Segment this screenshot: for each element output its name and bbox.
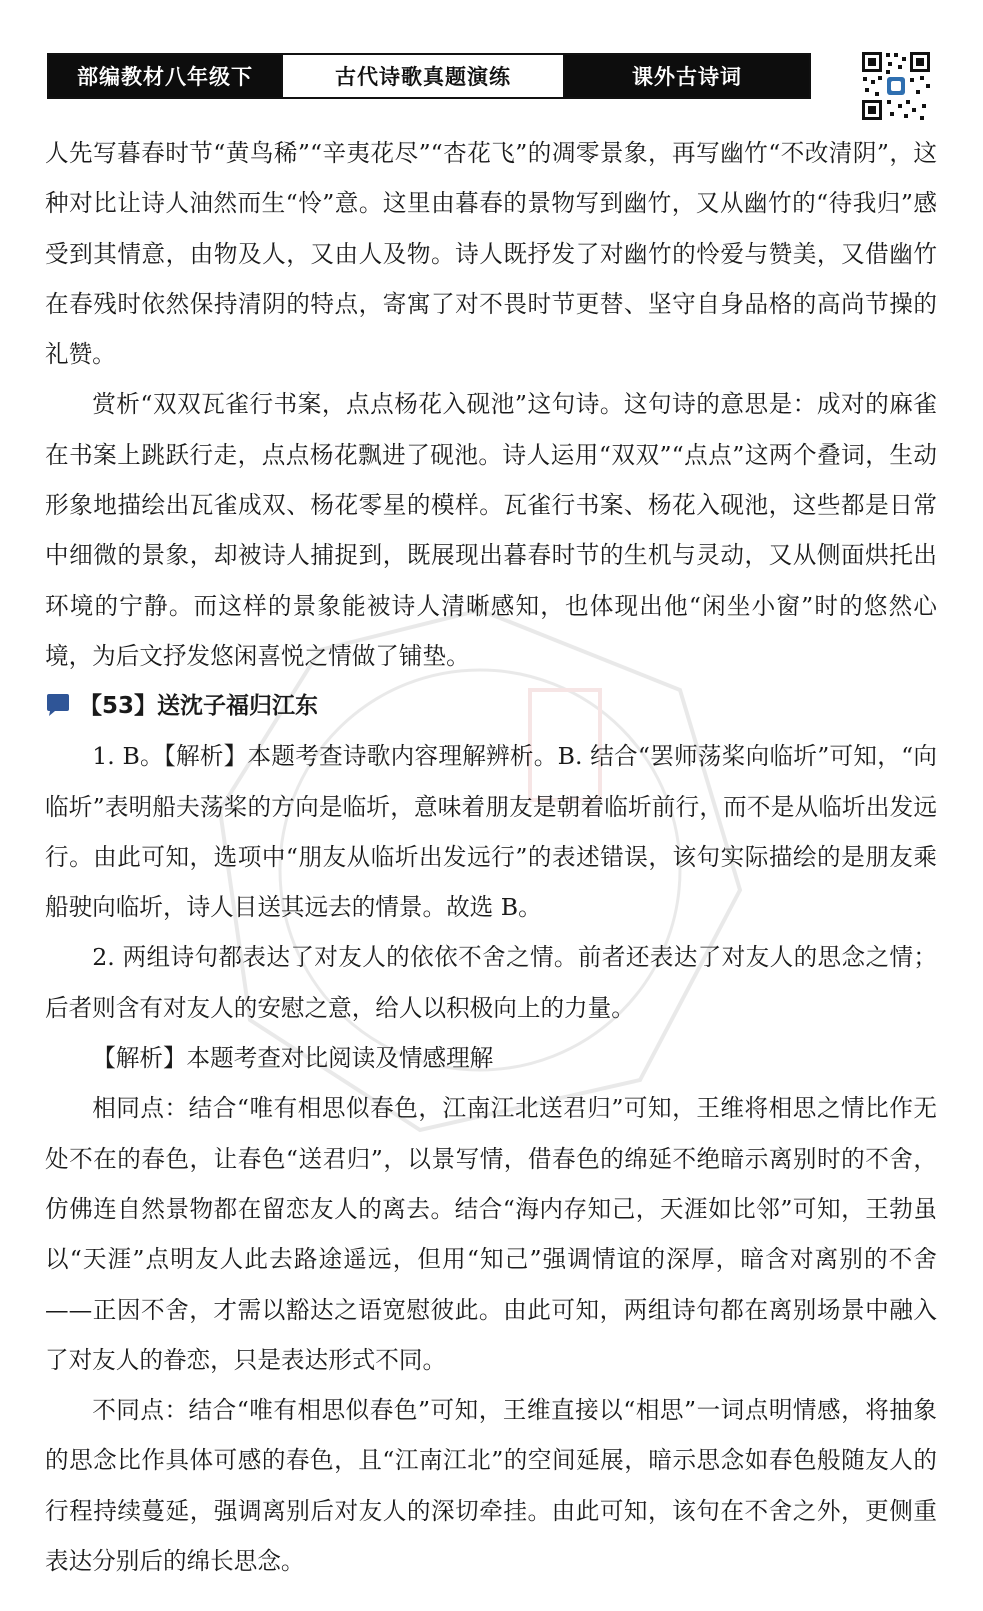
qr-code-icon — [860, 50, 932, 122]
analysis-label: 【解析】本题考查对比阅读及情感理解 — [92, 1044, 494, 1073]
section-heading — [45, 681, 937, 731]
answer-paragraph: 相同点：结合“唯有相思似春色，江南江北送君归”可知，王维将相思之情比作无处不在的春色，让春色“送君归”，以景写情，借春色的绵延不绝暗示离别时的不舍，仿佛连自然景物都在留恋友人的离去。结合“海内存知己，天涯如比邻”可知，王勃虽以“天涯”点明友人此去路途遥远，但用“知己”强调情谊的深厚，暗含对离别的不舍——正因不舍，才需以豁达之语宽慰彼此。由此可知，两组诗句都在离别场景中融入了对友人的眷恋，只是表达形式不同。 — [45, 1094, 937, 1374]
header-title: 古代诗歌真题演练 — [281, 55, 565, 97]
header-bar — [47, 53, 811, 99]
answer-paragraph: 1. B。【解析】本题考查诗歌内容理解辨析。B. 结合“罢师荡桨向临圻”可知，“向临圻”表明船夫荡桨的方向是临圻，意味着朋友是朝着临圻前行，而不是从临圻出发远行。由此可知，选项中“朋友从临圻出发远行”的表述错误，该句实际描绘的是朋友乘船驶向临圻，诗人目送其远去的情景。故选 B。 — [45, 742, 937, 922]
header-category-label: 课外古诗词 — [565, 55, 809, 97]
paragraph: 人先写暮春时节“黄鸟稀”“辛夷花尽”“杏花飞”的凋零景象，再写幽竹“不改清阴”，这种对比让诗人油然而生“怜”意。这里由暮春的景物写到幽竹，又从幽竹的“待我归”感受到其情意，由物及人，又由人及物。诗人既抒发了对幽竹的怜爱与赞美，又借幽竹在春残时依然保持清阴的特点，寄寓了对不畏时节更替、坚守自身品格的高尚节操的礼赞。 — [45, 139, 937, 369]
chat-bubble-icon — [45, 693, 75, 719]
answer-paragraph: 不同点：结合“唯有相思似春色”可知，王维直接以“相思”一词点明情感，将抽象的思念比作具体可感的春色，且“江南江北”的空间延展，暗示思念如春色般随友人的行程持续蔓延，强调离别后对友人的深切牵挂。由此可知，该句在不舍之外，更侧重表达分别后的绵长思念。 — [45, 1396, 937, 1576]
header-grade-label: 部编教材八年级下 — [49, 55, 281, 97]
paragraph: 赏析“双双瓦雀行书案，点点杨花入砚池”这句诗。这句诗的意思是：成对的麻雀在书案上跳跃行走，点点杨花飘进了砚池。诗人运用“双双”“点点”这两个叠词，生动形象地描绘出瓦雀成双、杨花零星的模样。瓦雀行书案、杨花入砚池，这些都是日常中细微的景象，却被诗人捕捉到，既展现出暮春时节的生机与灵动，又从侧面烘托出环境的宁静。而这样的景象能被诗人清晰感知，也体现出他“闲坐小窗”时的悠然心境，为后文抒发悠闲喜悦之情做了铺垫。 — [45, 390, 937, 670]
answer-paragraph: 2. 两组诗句都表达了对友人的依依不舍之情。前者还表达了对友人的思念之情；后者则含有对友人的安慰之意，给人以积极向上的力量。 — [45, 943, 937, 1022]
document-body — [45, 128, 937, 1586]
section-title: 【53】送沈子福归江东 — [79, 693, 319, 720]
